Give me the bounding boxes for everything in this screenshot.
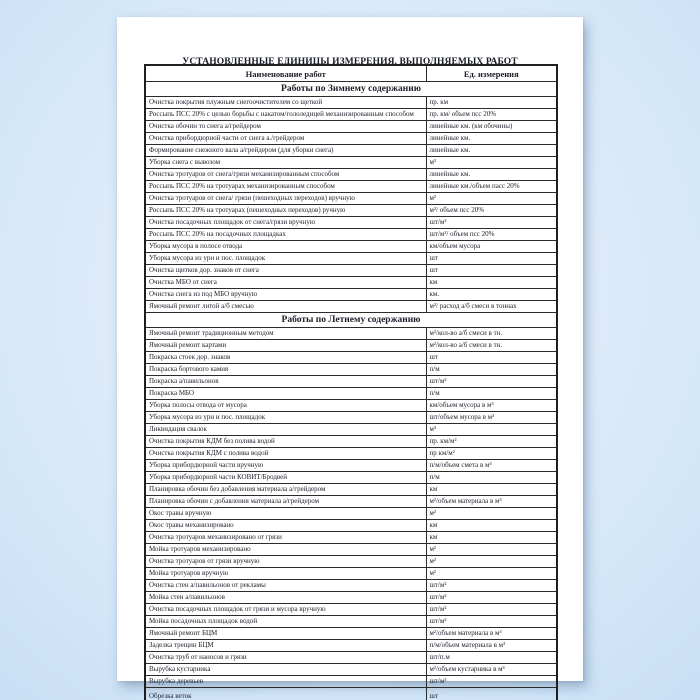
table-row (145, 616, 557, 628)
table-row (145, 556, 557, 568)
work-name-cell: Уборка прибордюрной части вручную (145, 460, 426, 472)
work-name-cell: Россыпь ПСС 20% на тротуарах (пешеходных переходов) ручную (145, 205, 426, 217)
table-row (145, 229, 557, 241)
document-page (117, 17, 583, 700)
unit-cell: п/м/объем смета в м³ (426, 460, 557, 472)
work-name-cell: Покраска стоек дор. знаков (145, 352, 426, 364)
unit-cell: м² (426, 556, 557, 568)
header-row (145, 65, 557, 82)
table-row (145, 664, 557, 676)
table-row (145, 169, 557, 181)
unit-cell: п/м (426, 472, 557, 484)
table-row (145, 580, 557, 592)
unit-cell: м²/кол-во а/б смеси в тн. (426, 328, 557, 340)
table-row (145, 448, 557, 460)
work-name-cell: Покраска бортового камня (145, 364, 426, 376)
table-row (145, 217, 557, 229)
table-row (145, 121, 557, 133)
work-name-cell: Мойка посадочных площадок водой (145, 616, 426, 628)
table-row (145, 460, 557, 472)
unit-cell: м²/кол-во а/б смеси в тн. (426, 340, 557, 352)
table-row (145, 676, 557, 688)
work-name-cell: Ликвидация свалок (145, 424, 426, 436)
unit-cell: м² (426, 568, 557, 580)
work-name-cell: Мойка тротуаров вручную (145, 568, 426, 580)
unit-cell: линейные км. (426, 169, 557, 181)
table-header (145, 65, 557, 82)
work-name-cell: Планировка обочин с добавления материала а/грейдером (145, 496, 426, 508)
table-row (145, 640, 557, 652)
table-row (145, 193, 557, 205)
section-title: Работы по Летнему содержанию (145, 313, 557, 328)
unit-cell: п/м (426, 364, 557, 376)
table-row (145, 424, 557, 436)
work-name-cell: Покраска а/павильонов (145, 376, 426, 388)
work-name-cell: Мойка тротуаров механизировано (145, 544, 426, 556)
work-name-cell: Уборка снега с вывозом (145, 157, 426, 169)
table-row (145, 253, 557, 265)
work-name-cell: Очистка покрытия КДМ с полива водой (145, 448, 426, 460)
unit-cell: пр. км/ объем псс 20% (426, 109, 557, 121)
units-table (144, 64, 558, 700)
unit-cell: км (426, 484, 557, 496)
table-row (145, 301, 557, 313)
unit-cell: км (426, 520, 557, 532)
unit-cell: п/м/объем материала в м³ (426, 640, 557, 652)
work-name-cell: Очистка прибордюрной части от снега а./грейдером (145, 133, 426, 145)
table-row (145, 652, 557, 664)
table-row (145, 157, 557, 169)
table-row (145, 544, 557, 556)
unit-cell: км (426, 277, 557, 289)
unit-cell: шт (426, 688, 557, 700)
unit-cell: пр. км/м² (426, 436, 557, 448)
table-row (145, 376, 557, 388)
table-row (145, 508, 557, 520)
section-title: Работы по Зимнему содержанию (145, 82, 557, 97)
work-name-cell: Уборка полосы отвода от мусора (145, 400, 426, 412)
work-name-cell: Очистка покрытия плужным снегоочистителем со щеткой (145, 97, 426, 109)
work-name-cell: Формирование снежного вала а/грейдером (для уборки снега) (145, 145, 426, 157)
work-name-cell: Очистка труб от наносов и грязи (145, 652, 426, 664)
table-row (145, 145, 557, 157)
page-title: УСТАНОВЛЕННЫЕ ЕДИНИЦЫ ИЗМЕРЕНИЯ, ВЫПОЛНЯЕМЫХ РАБОТ (182, 57, 518, 67)
table-row (145, 604, 557, 616)
unit-cell: шт/объем мусора в м³ (426, 412, 557, 424)
unit-cell: м²/ объем псс 20% (426, 205, 557, 217)
table-row (145, 436, 557, 448)
unit-cell: линейные км. (км обочины) (426, 121, 557, 133)
work-name-cell: Заделка трещин БЦМ (145, 640, 426, 652)
unit-cell: км. (426, 289, 557, 301)
work-name-cell: Мойка стен а/павильонов (145, 592, 426, 604)
table-row (145, 532, 557, 544)
table-row (145, 484, 557, 496)
table-row (145, 328, 557, 340)
section-header-row (145, 82, 557, 97)
work-name-cell: Россыпь ПСС 20% на тротуарах механизированным способом (145, 181, 426, 193)
work-name-cell: Покраска МБО (145, 388, 426, 400)
table-row (145, 688, 557, 700)
unit-cell: м²/объем материала в м³ (426, 496, 557, 508)
work-name-cell: Ямочный ремонт картами (145, 340, 426, 352)
unit-cell: шт/м² (426, 580, 557, 592)
work-name-cell: Уборка прибордюрной части КОВИТ/Бродвей (145, 472, 426, 484)
work-name-cell: Уборка мусора из урн и пос. площадок (145, 412, 426, 424)
work-name-cell: Уборка мусора в полосе отвода (145, 241, 426, 253)
unit-cell: шт/м² (426, 616, 557, 628)
work-name-cell: Вырубка кустарника (145, 664, 426, 676)
unit-cell: м²/объем кустарника в м³ (426, 664, 557, 676)
unit-cell: м²/ расход а/б смеси в тоннах (426, 301, 557, 313)
table-row (145, 109, 557, 121)
unit-cell: м² (426, 193, 557, 205)
unit-cell: п/м (426, 388, 557, 400)
table-row (145, 568, 557, 580)
column-header-units: Ед. измерения (426, 65, 557, 82)
unit-cell: шт (426, 352, 557, 364)
unit-cell: шт/п.м (426, 652, 557, 664)
work-name-cell: Окос травы механизировано (145, 520, 426, 532)
table-row (145, 352, 557, 364)
unit-cell: линейные км. (426, 145, 557, 157)
work-name-cell: Планировка обочин без добавления материала а/грейдером (145, 484, 426, 496)
work-name-cell: Очистка посадочных площадок от грязи и мусора вручную (145, 604, 426, 616)
work-name-cell: Уборка мусора из урн и пос. площадок (145, 253, 426, 265)
work-name-cell: Ямочный ремонт БЦМ (145, 628, 426, 640)
unit-cell: м² (426, 508, 557, 520)
table-row (145, 241, 557, 253)
table-row (145, 205, 557, 217)
work-name-cell: Очистка снега из под МБО вручную (145, 289, 426, 301)
work-name-cell: Очистка МБО от снега (145, 277, 426, 289)
work-name-cell: Ямочный ремонт традиционным методом (145, 328, 426, 340)
table-row (145, 340, 557, 352)
section-header-row (145, 313, 557, 328)
unit-cell: шт/м² (426, 376, 557, 388)
table-row (145, 496, 557, 508)
table-body (145, 82, 557, 700)
unit-cell: шт/м²/ объем псс 20% (426, 229, 557, 241)
unit-cell: м³ (426, 424, 557, 436)
unit-cell: пр. км (426, 97, 557, 109)
work-name-cell: Очистка обочин то снега а/грейдером (145, 121, 426, 133)
work-name-cell: Очистка стен а/павильонов от рекламы (145, 580, 426, 592)
work-name-cell: Россыпь ПСС 20% на посадочных площадках (145, 229, 426, 241)
table-row (145, 520, 557, 532)
unit-cell: км/объем мусора в м³ (426, 400, 557, 412)
table-row (145, 289, 557, 301)
work-name-cell: Россыпь ПСС 20% с целью борьбы с накатом/гололедицей механизированным способом (145, 109, 426, 121)
table-row (145, 592, 557, 604)
work-name-cell: Окос травы вручную (145, 508, 426, 520)
table-row (145, 277, 557, 289)
table-row (145, 472, 557, 484)
table-row (145, 133, 557, 145)
table-row (145, 265, 557, 277)
unit-cell: шт/м² (426, 592, 557, 604)
work-name-cell: Обрезка веток (145, 688, 426, 700)
unit-cell: м³ (426, 157, 557, 169)
table-row (145, 628, 557, 640)
work-name-cell: Очистка посадочных площадок от снега/грязи вручную (145, 217, 426, 229)
unit-cell: шт (426, 265, 557, 277)
unit-cell: шт/м² (426, 217, 557, 229)
work-name-cell: Очистка тротуаров от снега/ грязи (пешеходных переходов) вручную (145, 193, 426, 205)
unit-cell: линейные км. (426, 133, 557, 145)
work-name-cell: Ямочный ремонт литой а/б смесью (145, 301, 426, 313)
table-row (145, 364, 557, 376)
unit-cell: м² (426, 544, 557, 556)
column-header-works: Наименование работ (145, 65, 426, 82)
unit-cell: шт/м² (426, 604, 557, 616)
unit-cell: м²/объем материала в м³ (426, 628, 557, 640)
work-name-cell: Очистка щитков дор. знаков от снега (145, 265, 426, 277)
work-name-cell: Очистка тротуаров механизировано от грязи (145, 532, 426, 544)
unit-cell: км/объем мусора (426, 241, 557, 253)
unit-cell: км (426, 532, 557, 544)
unit-cell: линейные км./объем пасс 20% (426, 181, 557, 193)
table-row (145, 97, 557, 109)
unit-cell: шт (426, 253, 557, 265)
table-row (145, 388, 557, 400)
work-name-cell: Вырубка деревьев (145, 676, 426, 688)
work-name-cell: Очистка покрытия КДМ без полива водой (145, 436, 426, 448)
unit-cell: пр км/м² (426, 448, 557, 460)
table-row (145, 400, 557, 412)
table-row (145, 181, 557, 193)
table-row (145, 412, 557, 424)
work-name-cell: Очистка тротуаров от снега/грязи механизированным способом (145, 169, 426, 181)
unit-cell: шт/м³ (426, 676, 557, 688)
work-name-cell: Очистка тротуаров от грязи вручную (145, 556, 426, 568)
